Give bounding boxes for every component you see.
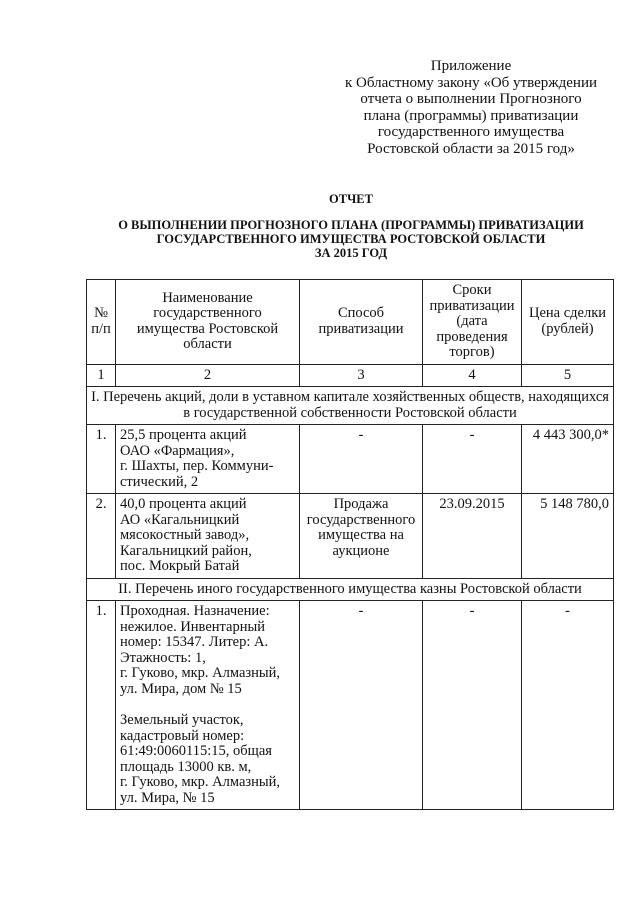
section-heading: I. Перечень акций, доли в уставном капитале хозяйственных обществ, находящихся в государственной собственности Ростовской области [87, 387, 614, 425]
asset-name-line: Кагальницкий район, [120, 542, 252, 559]
column-number: 5 [522, 364, 614, 387]
privatization-date: - [423, 601, 522, 810]
appendix-header [330, 58, 612, 157]
asset-name-line: г. Гуково, мкр. Алмазный, [120, 774, 281, 790]
header-cell: Способ приватизации [300, 280, 423, 365]
title-line: ГОСУДАРСТВЕННОГО ИМУЩЕСТВА РОСТОВСКОЙ ОБЛАСТИ [156, 232, 546, 246]
appendix-line: отчета о выполнении Прогнозного [360, 91, 582, 107]
section-heading-row [87, 578, 614, 601]
asset-name-line: площадь 13000 кв. м, [120, 758, 252, 775]
appendix-line: Ростовской области за 2015 год» [367, 140, 575, 157]
privatization-method: Продажа государственного имущества на аукционе [300, 494, 423, 579]
asset-name-line: 61:49:0060115:15, общая [120, 743, 272, 759]
asset-name [116, 601, 300, 810]
row-number: 1. [87, 601, 116, 810]
deal-price: 5 148 780,0 [522, 494, 614, 579]
row-number: 1. [87, 425, 116, 494]
privatization-method: - [300, 601, 423, 810]
column-number: 2 [116, 364, 300, 387]
table-header-row [87, 280, 614, 365]
asset-name-line: 25,5 процента акций [120, 427, 247, 443]
privatization-date: 23.09.2015 [423, 494, 522, 579]
asset-name [116, 425, 300, 494]
header-cell: Наименование государственного имущества Ростовской области [116, 280, 300, 365]
appendix-line: государственного имущества [377, 124, 565, 140]
asset-name-line: 40,0 процента акций [120, 496, 247, 512]
column-number-row [87, 364, 614, 387]
row-number: 2. [87, 494, 116, 579]
asset-name-line: номер: 15347. Литер: А. [120, 634, 269, 650]
asset-name-line: г. Шахты, пер. Коммуни- [120, 458, 274, 474]
table-row [87, 601, 614, 810]
asset-name-line: мясокостный завод», [120, 527, 250, 543]
deal-price: - [522, 601, 614, 810]
asset-name [116, 494, 300, 579]
asset-name-line: Проходная. Назначение: [120, 603, 270, 619]
column-number: 3 [300, 364, 423, 387]
asset-name-line: АО «Кагальницкий [120, 511, 240, 528]
report-title [60, 192, 640, 260]
asset-name-line: пос. Мокрый Батай [120, 558, 240, 574]
asset-name-line: ул. Мира, № 15 [120, 789, 215, 806]
table-row [87, 494, 614, 579]
paragraph-gap [120, 697, 295, 713]
asset-name-line: г. Гуково, мкр. Алмазный, [120, 665, 281, 681]
privatization-date: - [423, 425, 522, 494]
asset-name-line: ул. Мира, дом № 15 [120, 680, 242, 697]
asset-name-line: Земельный участок, [120, 712, 244, 728]
privatization-table [86, 279, 614, 810]
header-cell: Цена сделки (рублей) [522, 280, 614, 365]
section-heading-row [87, 387, 614, 425]
deal-price: 4 443 300,0* [522, 425, 614, 494]
asset-name-line: Этажность: 1, [120, 649, 206, 666]
appendix-line: Приложение [430, 58, 512, 74]
table-row [87, 425, 614, 494]
title-line: О ВЫПОЛНЕНИИ ПРОГНОЗНОГО ПЛАНА (ПРОГРАММЫ) ПРИВАТИЗАЦИИ [118, 218, 584, 232]
title-line: ОТЧЕТ [329, 192, 373, 206]
appendix-line: плана (программы) приватизации [363, 107, 579, 124]
section-heading: II. Перечень иного государственного имущества казны Ростовской области [87, 578, 614, 601]
header-cell: № п/п [87, 280, 116, 365]
appendix-line: к Областному закону «Об утверждении [344, 74, 597, 91]
asset-name-line: стический, 2 [120, 473, 199, 490]
privatization-method: - [300, 425, 423, 494]
asset-name-line: кадастровый номер: [120, 727, 245, 744]
title-line: ЗА 2015 ГОД [314, 246, 388, 260]
asset-name-line: ОАО «Фармация», [120, 442, 235, 459]
header-cell: Сроки приватизации (дата проведения торгов) [423, 280, 522, 365]
asset-name-line: нежилое. Инвентарный [120, 618, 265, 635]
column-number: 1 [87, 364, 116, 387]
column-number: 4 [423, 364, 522, 387]
